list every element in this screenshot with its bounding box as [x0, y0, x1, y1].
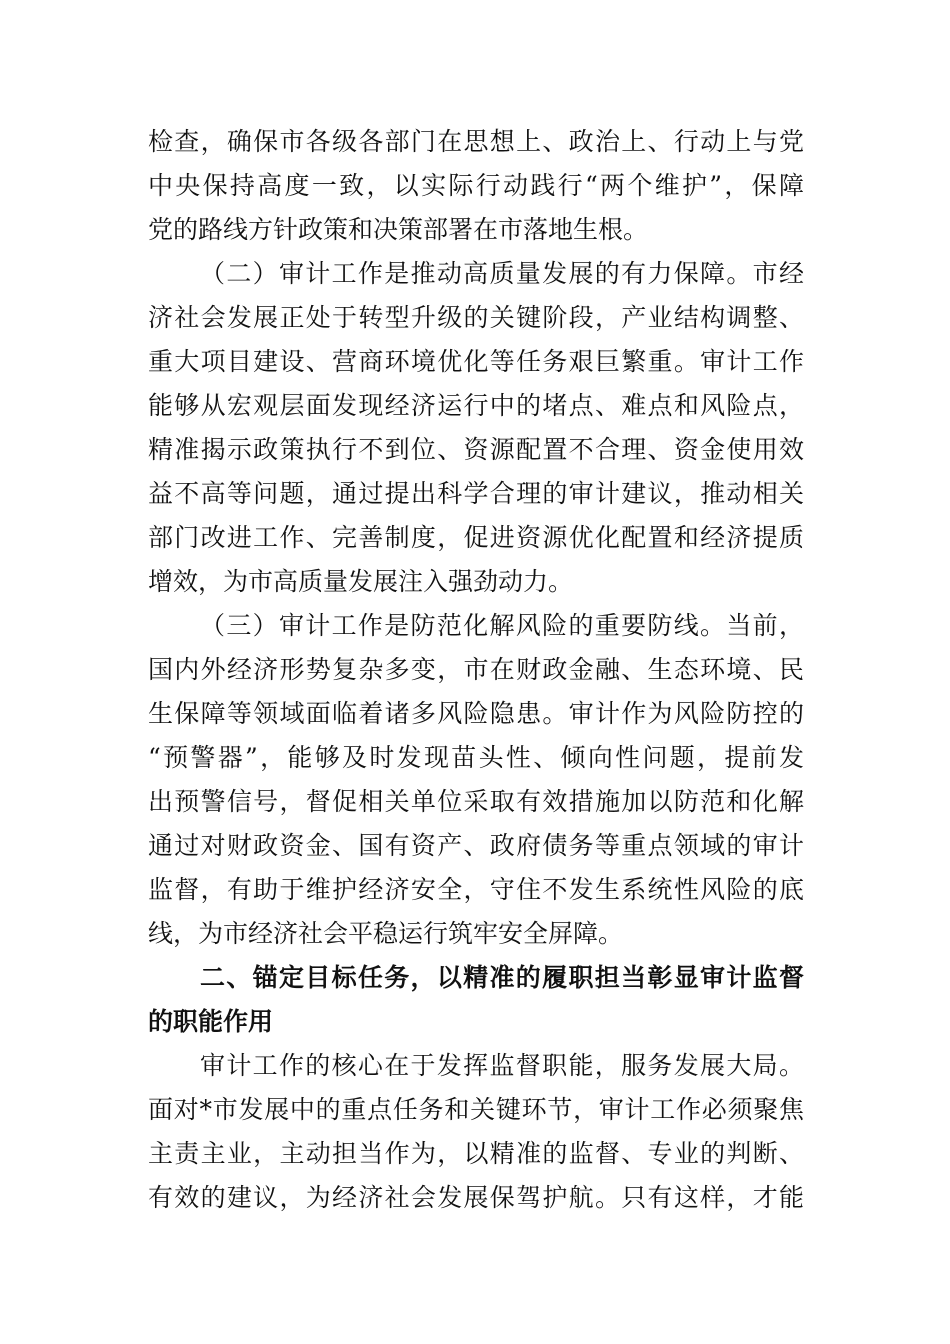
paragraph-line-22: 主责主业，主动担当作为，以精准的监督、专业的判断、 — [148, 1139, 804, 1168]
paragraph-line-19: 线，为市经济社会平稳运行筑牢安全屏障。 — [148, 919, 624, 948]
paragraph-line-20: 审计工作的核心在于发挥监督职能，服务发展大局。 — [200, 1051, 804, 1080]
paragraph-line-12: （三）审计工作是防范化解风险的重要防线。当前， — [200, 611, 804, 640]
paragraph-line-10: 部门改进工作、完善制度，促进资源优化配置和经济提质 — [148, 523, 804, 552]
paragraph-line-1: 检查，确保市各级各部门在思想上、政治上、行动上与党 — [148, 127, 804, 156]
paragraph-line-8: 精准揭示政策执行不到位、资源配置不合理、资金使用效 — [148, 435, 804, 464]
paragraph-line-2: 中央保持高度一致，以实际行动践行“两个维护”，保障 — [148, 171, 804, 200]
paragraph-line-21: 面对*市发展中的重点任务和关键环节，审计工作必须聚焦 — [148, 1095, 804, 1124]
paragraph-line-15: “预警器”，能够及时发现苗头性、倾向性问题，提前发 — [148, 743, 804, 772]
paragraph-line-4: （二）审计工作是推动高质量发展的有力保障。市经 — [200, 259, 804, 288]
paragraph-line-18: 监督，有助于维护经济安全，守住不发生系统性风险的底 — [148, 875, 804, 904]
section-heading-line-1: 二、锚定目标任务，以精准的履职担当彰显审计监督 — [200, 963, 804, 992]
paragraph-line-23: 有效的建议，为经济社会发展保驾护航。只有这样，才能 — [148, 1183, 804, 1212]
paragraph-line-13: 国内外经济形势复杂多变，市在财政金融、生态环境、民 — [148, 655, 804, 684]
paragraph-line-11: 增效，为市高质量发展注入强劲动力。 — [148, 567, 574, 596]
paragraph-line-17: 通过对财政资金、国有资产、政府债务等重点领域的审计 — [148, 831, 804, 860]
paragraph-line-7: 能够从宏观层面发现经济运行中的堵点、难点和风险点， — [148, 391, 804, 420]
paragraph-line-6: 重大项目建设、营商环境优化等任务艰巨繁重。审计工作 — [148, 347, 804, 376]
paragraph-line-16: 出预警信号，督促相关单位采取有效措施加以防范和化解 — [148, 787, 804, 816]
paragraph-line-9: 益不高等问题，通过提出科学合理的审计建议，推动相关 — [148, 479, 804, 508]
section-heading-line-2: 的职能作用 — [148, 1007, 274, 1036]
paragraph-line-3: 党的路线方针政策和决策部署在市落地生根。 — [148, 215, 649, 244]
paragraph-line-14: 生保障等领域面临着诸多风险隐患。审计作为风险防控的 — [148, 699, 804, 728]
paragraph-line-5: 济社会发展正处于转型升级的关键阶段，产业结构调整、 — [148, 303, 804, 332]
